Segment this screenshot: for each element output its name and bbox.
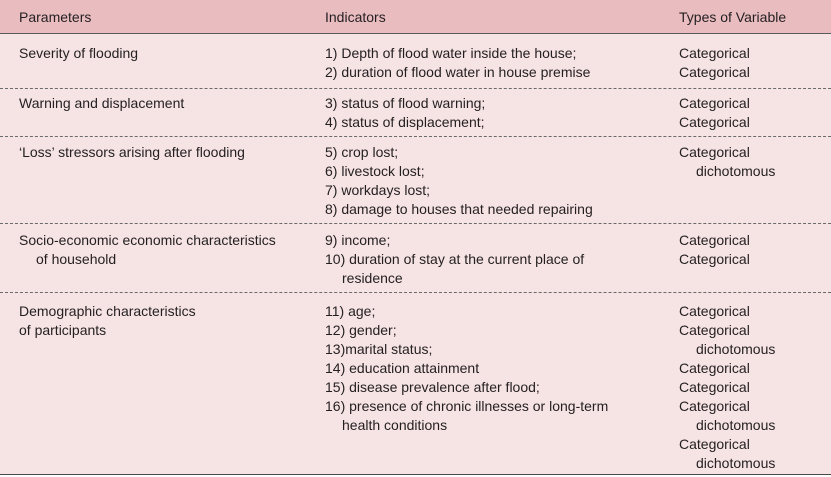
header-parameters: Parameters bbox=[19, 9, 92, 25]
row-5-parameter bbox=[19, 302, 196, 340]
header-types-of-variable: Types of Variable bbox=[679, 9, 787, 25]
type-value: dichotomous bbox=[696, 163, 776, 179]
row-4-parameter bbox=[19, 231, 276, 269]
indicator-10: 10) duration of stay at the current place of bbox=[325, 251, 585, 267]
table-header bbox=[0, 0, 831, 34]
row-1-parameter-line: Severity of flooding bbox=[19, 45, 139, 61]
indicator-11: 11) age; bbox=[325, 303, 376, 319]
indicator-2: 2) duration of flood water in house premise bbox=[325, 64, 591, 80]
indicator-13: 13)marital status; bbox=[325, 341, 433, 357]
indicator-9: 9) income; bbox=[325, 232, 391, 248]
type-value: Categorical bbox=[679, 322, 750, 338]
type-value: Categorical bbox=[679, 45, 750, 61]
type-value: Categorical bbox=[679, 436, 750, 452]
indicator-16: 16) presence of chronic illnesses or long-term bbox=[325, 398, 609, 414]
type-value: Categorical bbox=[679, 398, 750, 414]
type-value: Categorical bbox=[679, 114, 750, 130]
row-2-parameter-line: Warning and displacement bbox=[19, 95, 185, 111]
row-separator bbox=[0, 88, 831, 89]
type-value: Categorical bbox=[679, 64, 750, 80]
row-5-parameter-line: Demographic characteristics bbox=[19, 303, 196, 319]
row-4-parameter-line: of household bbox=[36, 251, 117, 267]
row-3-parameter bbox=[19, 143, 245, 162]
row-5-types bbox=[679, 302, 775, 473]
type-value: dichotomous bbox=[696, 341, 776, 357]
row-2-parameter bbox=[19, 94, 184, 113]
indicator-1: 1) Depth of flood water inside the house; bbox=[325, 45, 577, 61]
indicator-10-continued: residence bbox=[342, 270, 403, 286]
indicator-8: 8) damage to houses that needed repairing bbox=[325, 201, 593, 217]
indicator-6: 6) livestock lost; bbox=[325, 163, 425, 179]
type-value: dichotomous bbox=[696, 417, 776, 433]
type-value: Categorical bbox=[679, 144, 750, 160]
indicator-15: 15) disease prevalence after flood; bbox=[325, 379, 540, 395]
row-5-parameter-line: of participants bbox=[19, 322, 107, 338]
type-value: dichotomous bbox=[696, 455, 776, 471]
row-4-types bbox=[679, 231, 750, 269]
row-1-types bbox=[679, 44, 750, 82]
row-separator bbox=[0, 223, 831, 224]
row-3-indicators bbox=[325, 143, 593, 219]
indicator-4: 4) status of displacement; bbox=[325, 114, 485, 130]
indicator-12: 12) gender; bbox=[325, 322, 397, 338]
type-value: Categorical bbox=[679, 232, 750, 248]
row-4-indicators bbox=[325, 231, 584, 288]
type-value: Categorical bbox=[679, 360, 750, 376]
indicator-5: 5) crop lost; bbox=[325, 144, 399, 160]
indicator-3: 3) status of flood warning; bbox=[325, 95, 486, 111]
row-separator bbox=[0, 292, 831, 293]
row-2-indicators bbox=[325, 94, 485, 132]
row-4-parameter-line: Socio-economic economic characteristics bbox=[19, 232, 276, 248]
type-value: Categorical bbox=[679, 95, 750, 111]
row-5-indicators bbox=[325, 302, 608, 435]
row-2-types bbox=[679, 94, 750, 132]
indicator-7: 7) workdays lost; bbox=[325, 182, 431, 198]
type-value: Categorical bbox=[679, 303, 750, 319]
indicator-16-continued: health conditions bbox=[342, 417, 448, 433]
row-separator bbox=[0, 136, 831, 137]
header-indicators: Indicators bbox=[325, 9, 386, 25]
row-3-parameter-line: ‘Loss’ stressors arising after flooding bbox=[19, 144, 245, 160]
type-value: Categorical bbox=[679, 251, 750, 267]
row-1-indicators bbox=[325, 44, 590, 82]
row-1-parameter bbox=[19, 44, 138, 63]
row-3-types bbox=[679, 143, 775, 181]
type-value: Categorical bbox=[679, 379, 750, 395]
indicator-14: 14) education attainment bbox=[325, 360, 480, 376]
